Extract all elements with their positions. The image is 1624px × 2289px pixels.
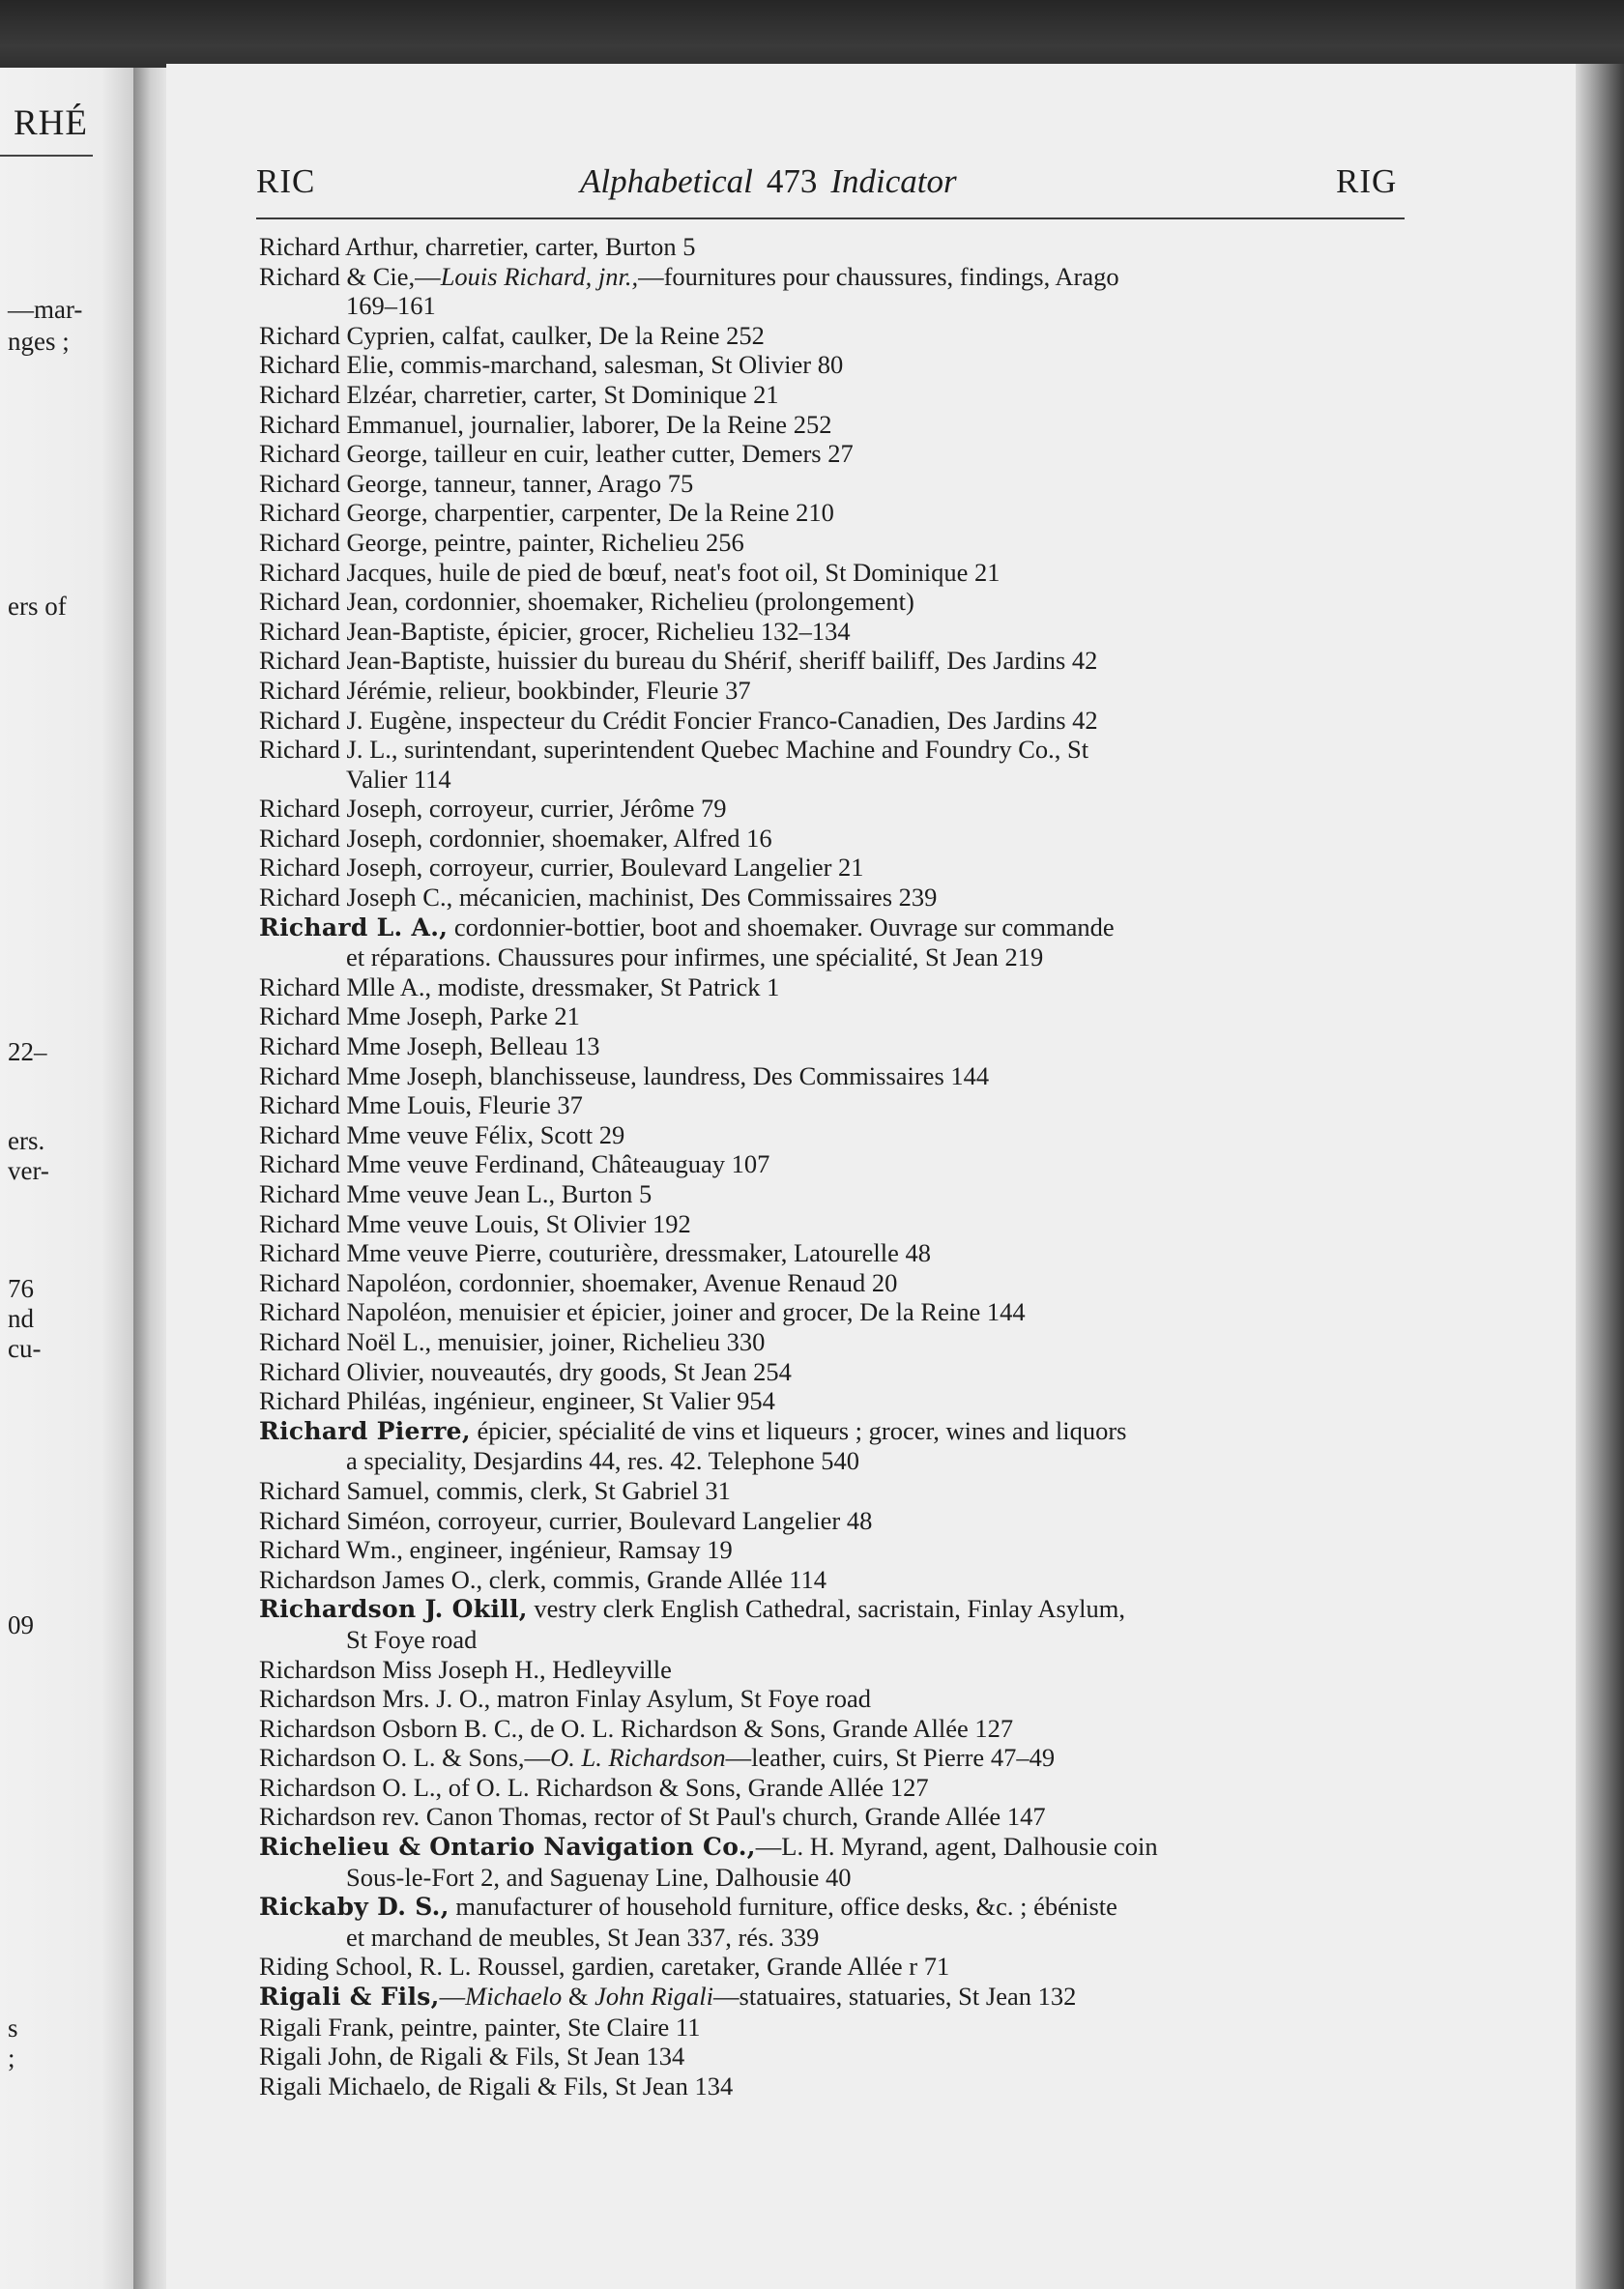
directory-entry xyxy=(259,410,1419,440)
entry-name-bold: Richard L. A., xyxy=(259,913,449,942)
facing-page-fragment: ers of xyxy=(8,592,67,621)
directory-entry xyxy=(259,794,1419,824)
facing-page-header: RHÉ xyxy=(14,103,88,143)
directory-entry xyxy=(259,1506,1419,1536)
entry-text: épicier, spécialité de vins et liqueurs ; grocer, wines and liquors xyxy=(470,1415,1127,1445)
facing-page-fragment: s xyxy=(8,2014,18,2043)
directory-entry xyxy=(259,913,1419,972)
entry-italic: John Rigali xyxy=(594,1982,714,2012)
facing-page-fragment: 09 xyxy=(8,1610,34,1639)
directory-entry xyxy=(259,439,1419,469)
directory-entry xyxy=(259,1179,1419,1209)
entry-text: Richard Siméon, corroyeur, currier, Boulevard Langelier 48 xyxy=(259,1505,873,1535)
entry-text: Richard Mme Joseph, blanchisseuse, laundress, Des Commissaires 144 xyxy=(259,1060,990,1090)
entry-text: Richard Mme veuve Félix, Scott 29 xyxy=(259,1119,625,1149)
directory-listing xyxy=(259,232,1419,2101)
facing-page-rule xyxy=(0,155,93,157)
entry-text: Richard Joseph, cordonnier, shoemaker, Alfred 16 xyxy=(259,823,772,853)
entry-italic: Louis Richard, jnr., xyxy=(440,261,639,291)
entry-text: —leather, cuirs, St Pierre 47–49 xyxy=(725,1743,1056,1773)
directory-entry xyxy=(259,617,1419,647)
entry-text: Richard Samuel, commis, clerk, St Gabriel 31 xyxy=(259,1475,731,1505)
directory-entry xyxy=(259,1832,1419,1892)
entry-name-bold: Rigali & Fils, xyxy=(259,1983,440,2012)
entry-text: Richard Cyprien, calfat, caulker, De la Reine 252 xyxy=(259,320,765,350)
entry-text: Richard Mme veuve Pierre, couturière, dressmaker, Latourelle 48 xyxy=(259,1238,932,1268)
entry-text: Richard George, peintre, painter, Richelieu 256 xyxy=(259,527,744,557)
running-head-left: RIC xyxy=(256,162,316,200)
page-edge xyxy=(1576,64,1624,2289)
entry-text: Richard Mme veuve Jean L., Burton 5 xyxy=(259,1179,652,1208)
directory-entry xyxy=(259,1802,1419,1832)
entry-text: Richard Napoléon, menuisier et épicier, joiner and grocer, De la Reine 144 xyxy=(259,1297,1026,1327)
directory-entry xyxy=(259,380,1419,410)
directory-entry xyxy=(259,232,1419,262)
directory-entry xyxy=(259,528,1419,558)
directory-entry xyxy=(259,1594,1419,1654)
entry-text: Richard Joseph, corroyeur, currier, Jérôme 79 xyxy=(259,794,727,824)
entry-name-bold: Rickaby D. S., xyxy=(259,1893,450,1922)
directory-entry xyxy=(259,1535,1419,1565)
entry-continuation: Sous-le-Fort 2, and Saguenay Line, Dalhousie 40 xyxy=(346,1862,852,1892)
entry-text: Richard Mme veuve Ferdinand, Châteauguay 107 xyxy=(259,1149,770,1179)
directory-entry xyxy=(259,1357,1419,1387)
entry-name-bold: Richardson J. Okill, xyxy=(259,1595,528,1624)
directory-entry xyxy=(259,2072,1419,2101)
facing-page-fragment: cu- xyxy=(8,1334,42,1363)
entry-text: Richardson rev. Canon Thomas, rector of St Paul's church, Grande Allée 147 xyxy=(259,1802,1046,1832)
entry-continuation: et marchand de meubles, St Jean 337, rés. 339 xyxy=(346,1922,820,1952)
directory-entry xyxy=(259,1297,1419,1327)
entry-text: Richard Joseph C., mécanicien, machinist, Des Commissaires 239 xyxy=(259,883,938,913)
directory-entry xyxy=(259,1952,1419,1982)
entry-text: Richard J. Eugène, inspecteur du Crédit Foncier Franco-Canadien, Des Jardins 42 xyxy=(259,705,1098,735)
entry-text: Rigali Michaelo, de Rigali & Fils, St Jean 134 xyxy=(259,2071,734,2101)
entry-text: Richard Mlle A., modiste, dressmaker, St Patrick 1 xyxy=(259,971,780,1001)
entry-text: Richard George, charpentier, carpenter, De la Reine 210 xyxy=(259,498,834,528)
entry-text: Richard Elzéar, charretier, carter, St Dominique 21 xyxy=(259,379,779,409)
directory-entry xyxy=(259,1714,1419,1744)
directory-entry xyxy=(259,1773,1419,1803)
entry-text: Riding School, R. L. Roussel, gardien, caretaker, Grande Allée r 71 xyxy=(259,1952,950,1982)
directory-entry xyxy=(259,1209,1419,1239)
facing-page-fragment: —mar- xyxy=(8,295,83,324)
directory-entry xyxy=(259,646,1419,676)
entry-text: Richard Elie, commis-marchand, salesman, St Olivier 80 xyxy=(259,350,844,380)
entry-text: Richardson O. L. & Sons,— xyxy=(259,1743,551,1773)
directory-entry xyxy=(259,498,1419,528)
directory-entry xyxy=(259,1982,1419,2013)
entry-text: Rigali John, de Rigali & Fils, St Jean 134 xyxy=(259,2042,685,2072)
entry-italic: O. L. Richardson xyxy=(550,1743,726,1773)
directory-entry xyxy=(259,1061,1419,1091)
entry-text: Richard J. L., surintendant, superintendent Quebec Machine and Foundry Co., St xyxy=(259,735,1089,765)
entry-text: Richard Mme Louis, Fleurie 37 xyxy=(259,1090,583,1120)
running-head-right: RIG xyxy=(1336,162,1398,200)
entry-text: Richard Emmanuel, journalier, laborer, De la Reine 252 xyxy=(259,409,832,439)
entry-text: —L. H. Myrand, agent, Dalhousie coin xyxy=(755,1832,1158,1862)
entry-text: Richard Napoléon, cordonnier, shoemaker, Avenue Renaud 20 xyxy=(259,1267,898,1297)
running-head-title-before: Alphabetical xyxy=(580,162,753,200)
directory-entry xyxy=(259,853,1419,883)
directory-entry xyxy=(259,262,1419,321)
entry-text: Richard George, tailleur en cuir, leather cutter, Demers 27 xyxy=(259,439,854,469)
directory-entry xyxy=(259,558,1419,588)
entry-text: Richard Jérémie, relieur, bookbinder, Fleurie 37 xyxy=(259,675,751,705)
directory-entry xyxy=(259,1120,1419,1150)
running-head-center xyxy=(580,162,957,201)
entry-text: Richard Wm., engineer, ingénieur, Ramsay 19 xyxy=(259,1535,733,1565)
entry-italic: Michaelo xyxy=(465,1982,563,2012)
facing-page-fragment: nd xyxy=(8,1304,34,1333)
page-number: 473 xyxy=(766,162,818,200)
entry-text: Richard Jacques, huile de pied de bœuf, neat's foot oil, St Dominique 21 xyxy=(259,557,1000,587)
entry-text: Richard Jean-Baptiste, épicier, grocer, Richelieu 132–134 xyxy=(259,616,851,646)
entry-text: —statuaires, statuaries, St Jean 132 xyxy=(713,1982,1077,2012)
entry-continuation: a speciality, Desjardins 44, res. 42. Telephone 540 xyxy=(346,1446,859,1476)
directory-entry xyxy=(259,1892,1419,1952)
entry-text: manufacturer of household furniture, office desks, &c. ; ébéniste xyxy=(449,1892,1117,1922)
directory-entry xyxy=(259,1090,1419,1120)
entry-name-bold: Richard Pierre, xyxy=(259,1416,471,1445)
entry-text: Rigali Frank, peintre, painter, Ste Claire 11 xyxy=(259,2012,701,2042)
facing-page-fragment: nges ; xyxy=(8,327,70,356)
entry-text: Richard Mme veuve Louis, St Olivier 192 xyxy=(259,1208,691,1238)
directory-entry xyxy=(259,1268,1419,1298)
entry-text: Richard Olivier, nouveautés, dry goods, St Jean 254 xyxy=(259,1356,792,1386)
entry-continuation: Valier 114 xyxy=(346,764,451,794)
directory-entry xyxy=(259,883,1419,913)
facing-page-fragment: ver- xyxy=(8,1156,49,1185)
entry-text: Richard George, tanneur, tanner, Arago 75 xyxy=(259,468,694,498)
directory-entry xyxy=(259,1476,1419,1506)
directory-entry xyxy=(259,1031,1419,1061)
directory-entry xyxy=(259,1416,1419,1476)
directory-entry xyxy=(259,824,1419,854)
directory-entry xyxy=(259,2042,1419,2072)
entry-continuation: St Foye road xyxy=(346,1624,478,1654)
entry-text: Richardson O. L., of O. L. Richardson & Sons, Grande Allée 127 xyxy=(259,1772,929,1802)
entry-continuation: et réparations. Chaussures pour infirmes, une spécialité, St Jean 219 xyxy=(346,942,1044,972)
directory-entry xyxy=(259,706,1419,736)
entry-text: Richard Jean-Baptiste, huissier du bureau du Shérif, sheriff bailiff, Des Jardins 42 xyxy=(259,646,1098,676)
entry-continuation: 169–161 xyxy=(346,291,436,321)
directory-entry xyxy=(259,587,1419,617)
entry-text: — xyxy=(439,1982,466,2012)
directory-entry xyxy=(259,1743,1419,1773)
header-rule xyxy=(256,217,1405,219)
entry-name-bold: Richelieu & Ontario Navigation Co., xyxy=(259,1833,756,1862)
directory-entry xyxy=(259,350,1419,380)
directory-entry xyxy=(259,1001,1419,1031)
entry-text: cordonnier-bottier, boot and shoemaker. Ouvrage sur commande xyxy=(448,912,1115,942)
directory-entry xyxy=(259,735,1419,794)
directory-entry xyxy=(259,2013,1419,2043)
directory-entry xyxy=(259,676,1419,706)
facing-page-fragment: ers. xyxy=(8,1126,45,1155)
entry-text: Richard & Cie,— xyxy=(259,261,441,291)
entry-text: Richard Mme Joseph, Belleau 13 xyxy=(259,1031,600,1061)
directory-entry xyxy=(259,1327,1419,1357)
entry-text: Richard Joseph, corroyeur, currier, Boulevard Langelier 21 xyxy=(259,853,864,883)
entry-text: Richardson Osborn B. C., de O. L. Richardson & Sons, Grande Allée 127 xyxy=(259,1713,1014,1743)
directory-entry xyxy=(259,1684,1419,1714)
directory-entry xyxy=(259,321,1419,351)
entry-text: Richardson Miss Joseph H., Hedleyville xyxy=(259,1654,672,1684)
directory-entry xyxy=(259,1238,1419,1268)
running-head-title-after: Indicator xyxy=(830,162,957,200)
facing-page-fragment: 76 xyxy=(8,1274,34,1303)
directory-entry xyxy=(259,1386,1419,1416)
entry-text: —fournitures pour chaussures, findings, Arago xyxy=(638,261,1119,291)
entry-text: vestry clerk English Cathedral, sacristain, Finlay Asylum, xyxy=(527,1594,1125,1624)
entry-text: Richardson James O., clerk, commis, Grande Allée 114 xyxy=(259,1564,827,1594)
entry-text: Richard Noël L., menuisier, joiner, Richelieu 330 xyxy=(259,1326,766,1356)
directory-entry xyxy=(259,972,1419,1002)
entry-text: & xyxy=(562,1982,595,2012)
directory-entry xyxy=(259,469,1419,499)
directory-entry xyxy=(259,1655,1419,1685)
entry-text: Richardson Mrs. J. O., matron Finlay Asylum, St Foye road xyxy=(259,1684,872,1714)
entry-text: Richard Mme Joseph, Parke 21 xyxy=(259,1001,580,1031)
facing-page-fragment: ; xyxy=(8,2043,15,2072)
entry-text: Richard Jean, cordonnier, shoemaker, Richelieu (prolongement) xyxy=(259,587,914,617)
entry-text: Richard Philéas, ingénieur, engineer, St Valier 954 xyxy=(259,1386,775,1416)
directory-entry xyxy=(259,1565,1419,1595)
facing-page-fragment: 22– xyxy=(8,1037,47,1066)
entry-text: Richard Arthur, charretier, carter, Burton 5 xyxy=(259,232,696,261)
directory-entry xyxy=(259,1149,1419,1179)
